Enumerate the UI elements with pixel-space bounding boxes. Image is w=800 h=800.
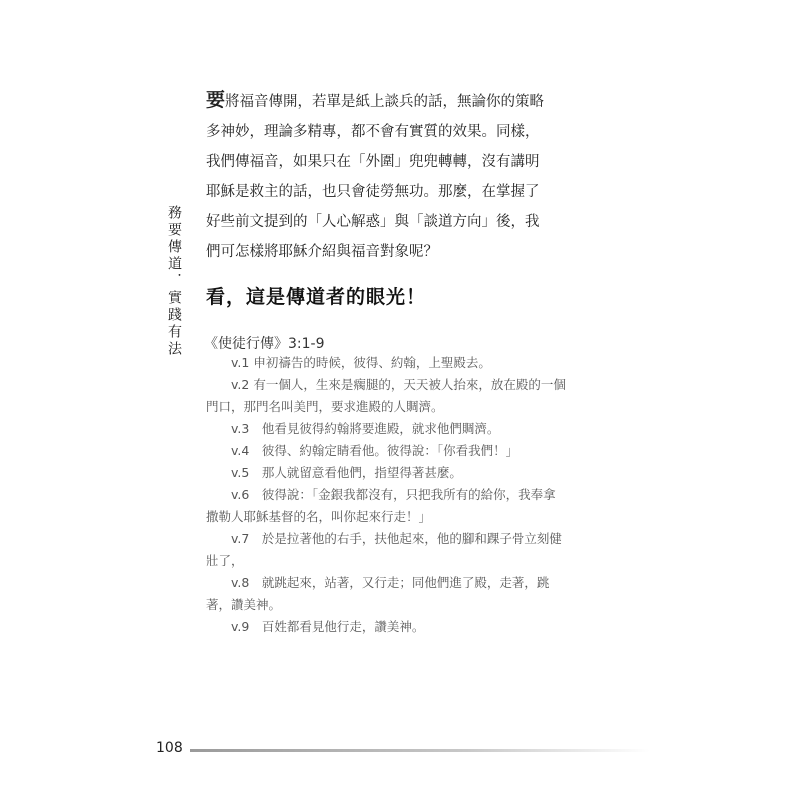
- drop-initial: 要: [206, 89, 226, 111]
- verse-7: v.7 於是拉著他的右手，扶他起來，他的腳和踝子骨立刻健壯了，: [206, 531, 562, 568]
- footer-rule: [190, 749, 650, 752]
- running-title: 務要傳道．實踐有法: [166, 205, 182, 358]
- page-number: 108: [156, 740, 183, 756]
- verse-1: v.1 申初禱告的時候，彼得、約翰，上聖殿去。: [231, 355, 491, 370]
- verse-5: v.5 那人就留意看他們，指望得著甚麼。: [231, 465, 462, 480]
- verse-2: v.2 有一個人，生來是瘸腿的，天天被人抬來，放在殿的一個門口，那門名叫美門，要求進殿的人賙濟。: [206, 377, 566, 414]
- verse-3: v.3 他看見彼得約翰將要進殿，就求他們賙濟。: [231, 421, 500, 436]
- intro-paragraph: [206, 85, 551, 267]
- section-heading: 看，這是傳道者的眼光！: [206, 286, 427, 308]
- verse-6: v.6 彼得說：「金銀我都沒有，只把我所有的給你，我奉拿撒勒人耶穌基督的名，叫你起來行走！」: [206, 487, 556, 524]
- verse-list: [206, 352, 566, 638]
- intro-text: 將福音傳開，若單是紙上談兵的話，無論你的策略多神妙，理論多精專，都不會有實質的效果。同樣，我們傳福音，如果只在「外圍」兜兜轉轉，沒有講明耶穌是救主的話，也只會徒勞無功。那麼，在掌握了好些前文提到的「人心解惑」與「談道方向」後，我們可怎樣將耶穌介紹與福音對象呢？: [206, 94, 545, 260]
- scripture-reference: 《使徒行傳》3:1-9: [204, 336, 325, 352]
- verse-8: v.8 就跳起來，站著，又行走；同他們進了殿，走著，跳著，讚美神。: [206, 575, 550, 612]
- verse-4: v.4 彼得、約翰定睛看他。彼得說：「你看我們！」: [231, 443, 519, 458]
- verse-9: v.9 百姓都看見他行走，讚美神。: [231, 619, 425, 634]
